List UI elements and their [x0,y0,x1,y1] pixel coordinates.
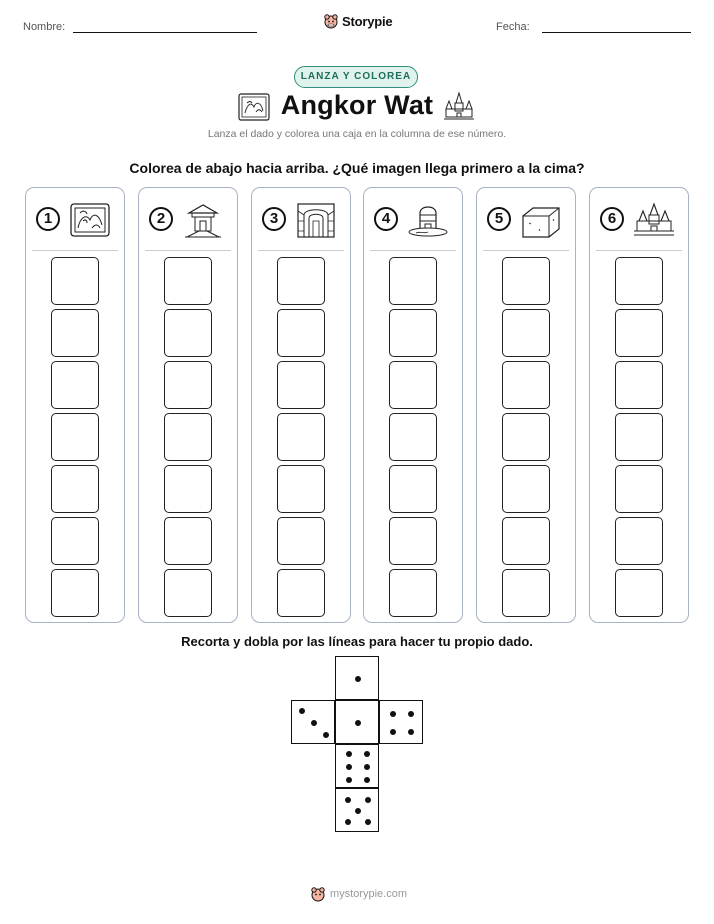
die-pip [345,819,351,825]
color-box[interactable] [502,517,550,565]
color-box[interactable] [51,517,99,565]
color-box[interactable] [615,413,663,461]
die-pip [346,751,352,757]
brand-name: Storypie [342,13,393,29]
activity-badge: LANZA Y COLOREA [294,66,418,88]
die-pip [311,720,317,726]
color-box[interactable] [389,257,437,305]
color-box[interactable] [615,569,663,617]
color-box[interactable] [389,569,437,617]
race-instruction: Colorea de abajo hacia arriba. ¿Qué imagen llega primero a la cima? [129,160,585,176]
page-title: Angkor Wat [280,90,434,120]
die-pip [346,764,352,770]
color-box[interactable] [51,257,99,305]
race-column-1 [25,187,125,623]
color-box[interactable] [277,413,325,461]
color-box[interactable] [51,465,99,513]
column-number: 1 [36,207,60,231]
die-pip [364,777,370,783]
color-box[interactable] [502,309,550,357]
stone-block-icon [519,201,563,239]
footer [310,886,407,902]
color-box[interactable] [502,361,550,409]
race-column-6 [589,187,689,623]
color-box[interactable] [502,569,550,617]
column-divider [596,250,682,251]
temple-gate-icon [181,201,225,239]
color-box[interactable] [164,361,212,409]
die-face-3 [291,700,335,744]
die-face-1 [335,656,379,700]
color-box[interactable] [277,257,325,305]
color-box[interactable] [502,257,550,305]
color-box[interactable] [277,569,325,617]
angkor-temple-icon [632,201,676,239]
storypie-mascot-icon [323,13,339,29]
race-column-2 [138,187,238,623]
die-pip [299,708,305,714]
color-box[interactable] [277,361,325,409]
column-divider [32,250,118,251]
color-box[interactable] [164,569,212,617]
color-box[interactable] [164,257,212,305]
die-pip [345,797,351,803]
date-label: Fecha: [496,21,530,33]
brand-logo [323,13,392,29]
carved-relief-icon [68,201,112,239]
name-line[interactable] [73,32,257,33]
column-number: 3 [262,207,286,231]
temple-tower-island-icon [406,201,450,239]
color-box[interactable] [277,309,325,357]
color-box[interactable] [502,413,550,461]
race-column-3 [251,187,351,623]
race-column-4 [363,187,463,623]
color-box[interactable] [277,517,325,565]
page-subtitle: Lanza el dado y colorea una caja en la columna de ese número. [207,128,507,140]
column-divider [145,250,231,251]
die-instruction: Recorta y dobla por las líneas para hacer tu propio dado. [181,634,533,649]
die-pip [390,711,396,717]
color-box[interactable] [51,413,99,461]
die-pip [408,729,414,735]
die-pip [323,732,329,738]
temple-title-icon [443,91,475,121]
date-line[interactable] [542,32,691,33]
stone-corridor-icon [294,201,338,239]
die-pip [346,777,352,783]
color-box[interactable] [389,517,437,565]
column-divider [370,250,456,251]
color-box[interactable] [51,309,99,357]
color-box[interactable] [164,465,212,513]
storypie-mascot-icon [310,886,326,902]
color-box[interactable] [615,257,663,305]
column-number: 6 [600,207,624,231]
die-pip [365,819,371,825]
color-box[interactable] [615,465,663,513]
die-pip [355,808,361,814]
die-pip [390,729,396,735]
die-face-5 [335,788,379,832]
die-face-1 [335,700,379,744]
race-column-5 [476,187,576,623]
column-number: 2 [149,207,173,231]
color-box[interactable] [164,413,212,461]
column-divider [258,250,344,251]
color-box[interactable] [389,465,437,513]
color-box[interactable] [389,309,437,357]
die-face-6 [335,744,379,788]
color-box[interactable] [615,361,663,409]
die-pip [364,751,370,757]
color-box[interactable] [277,465,325,513]
die-pip [365,797,371,803]
color-box[interactable] [51,569,99,617]
die-pip [408,711,414,717]
die-pip [364,764,370,770]
die-pip [355,720,361,726]
column-number: 5 [487,207,511,231]
color-box[interactable] [164,309,212,357]
color-box[interactable] [615,309,663,357]
column-divider [483,250,569,251]
color-box[interactable] [389,361,437,409]
die-face-4 [379,700,423,744]
die-pip [355,676,361,682]
color-box[interactable] [389,413,437,461]
color-box[interactable] [51,361,99,409]
color-box[interactable] [164,517,212,565]
column-number: 4 [374,207,398,231]
name-label: Nombre: [23,21,66,33]
footer-url[interactable]: mystorypie.com [330,888,408,900]
color-box[interactable] [502,465,550,513]
color-box[interactable] [615,517,663,565]
